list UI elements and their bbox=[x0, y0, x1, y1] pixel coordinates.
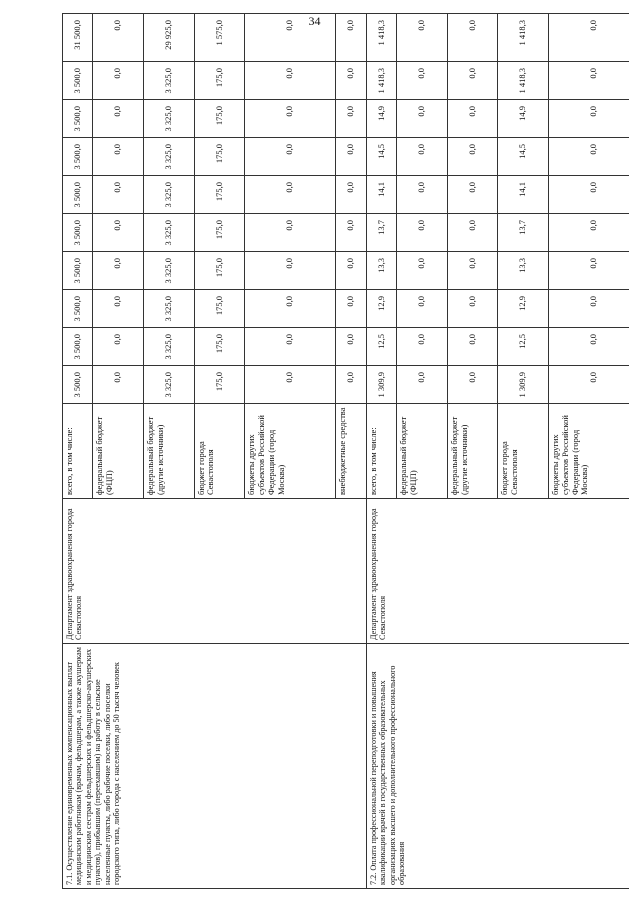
year-value-cell: 0,0 bbox=[548, 290, 629, 328]
year-value-cell: 0,0 bbox=[548, 62, 629, 100]
year-value-cell: 3 500,0 bbox=[63, 214, 93, 252]
year-value-cell: 0,0 bbox=[245, 176, 336, 214]
year-value-cell: 0,0 bbox=[397, 366, 448, 404]
year-value-cell: 3 500,0 bbox=[63, 290, 93, 328]
table-body bbox=[63, 14, 629, 889]
year-value-cell: 3 500,0 bbox=[63, 100, 93, 138]
year-value-cell: 0,0 bbox=[447, 176, 498, 214]
year-value-cell: 0,0 bbox=[336, 252, 366, 290]
year-value-cell: 0,0 bbox=[548, 100, 629, 138]
total-value-cell: 1 418,3 bbox=[366, 14, 396, 62]
total-value-cell: 31 500,0 bbox=[63, 14, 93, 62]
year-value-cell: 14,5 bbox=[498, 138, 549, 176]
year-value-cell: 175,0 bbox=[194, 252, 245, 290]
year-value-cell: 0,0 bbox=[397, 328, 448, 366]
year-value-cell: 0,0 bbox=[93, 328, 144, 366]
measure-cell: 7.2. Оплата профессиональной переподготовки и повышения квалификации врачей в государственных образовательных организациях высшего и дополнительного профессионального образования bbox=[366, 644, 629, 889]
year-value-cell: 12,9 bbox=[498, 290, 549, 328]
table-row bbox=[63, 14, 93, 889]
year-value-cell: 0,0 bbox=[548, 138, 629, 176]
year-value-cell: 0,0 bbox=[548, 252, 629, 290]
year-value-cell: 175,0 bbox=[194, 328, 245, 366]
year-value-cell: 1 309,9 bbox=[498, 366, 549, 404]
year-value-cell: 3 325,0 bbox=[144, 62, 195, 100]
year-value-cell: 0,0 bbox=[397, 214, 448, 252]
year-value-cell: 0,0 bbox=[447, 100, 498, 138]
year-value-cell: 0,0 bbox=[93, 62, 144, 100]
year-value-cell: 0,0 bbox=[336, 214, 366, 252]
funding-source-cell: бюджет города Севастополя bbox=[498, 404, 549, 499]
year-value-cell: 0,0 bbox=[397, 176, 448, 214]
measure-cell: 7.1. Осуществление единовременных компенсационных выплат медицинским работникам (врачам, фельдшерам, а также акушеркам и медицинским сестрам фельдшерских и фельдшерско-акушерских пунктов), прибывшим (переехавшим) на работу в сельские населенные пункты, либо рабочие поселки, либо поселки городского типа, либо города с населением до 50 тысяч человек bbox=[63, 644, 367, 889]
year-value-cell: 0,0 bbox=[397, 290, 448, 328]
funding-source-cell: федеральный бюджет (ФЦП) bbox=[93, 404, 144, 499]
year-value-cell: 175,0 bbox=[194, 100, 245, 138]
year-value-cell: 0,0 bbox=[447, 252, 498, 290]
year-value-cell: 0,0 bbox=[336, 290, 366, 328]
year-value-cell: 14,9 bbox=[498, 100, 549, 138]
year-value-cell: 3 325,0 bbox=[144, 100, 195, 138]
total-value-cell: 1 418,3 bbox=[498, 14, 549, 62]
year-value-cell: 3 500,0 bbox=[63, 62, 93, 100]
year-value-cell: 175,0 bbox=[194, 214, 245, 252]
funding-source-cell: бюджеты других субъектов Российской Федерации (город Москва) bbox=[548, 404, 629, 499]
year-value-cell: 0,0 bbox=[336, 366, 366, 404]
year-value-cell: 3 325,0 bbox=[144, 252, 195, 290]
funding-source-cell: федеральный бюджет (другие источники) bbox=[144, 404, 195, 499]
year-value-cell: 0,0 bbox=[245, 290, 336, 328]
year-value-cell: 3 325,0 bbox=[144, 214, 195, 252]
funding-source-cell: федеральный бюджет (другие источники) bbox=[447, 404, 498, 499]
year-value-cell: 3 325,0 bbox=[144, 366, 195, 404]
year-value-cell: 0,0 bbox=[93, 252, 144, 290]
table-row bbox=[366, 14, 396, 889]
funding-source-cell: федеральный бюджет (ФЦП) bbox=[397, 404, 448, 499]
year-value-cell: 0,0 bbox=[336, 100, 366, 138]
year-value-cell: 14,1 bbox=[498, 176, 549, 214]
year-value-cell: 0,0 bbox=[245, 214, 336, 252]
funding-source-cell: внебюджетные средства bbox=[336, 404, 366, 499]
year-value-cell: 175,0 bbox=[194, 176, 245, 214]
year-value-cell: 0,0 bbox=[447, 62, 498, 100]
year-value-cell: 13,3 bbox=[366, 252, 396, 290]
funding-source-cell: всего, в том числе: bbox=[366, 404, 396, 499]
year-value-cell: 0,0 bbox=[397, 100, 448, 138]
year-value-cell: 0,0 bbox=[245, 328, 336, 366]
year-value-cell: 175,0 bbox=[194, 62, 245, 100]
total-value-cell: 0,0 bbox=[336, 14, 366, 62]
year-value-cell: 0,0 bbox=[245, 62, 336, 100]
year-value-cell: 3 500,0 bbox=[63, 138, 93, 176]
year-value-cell: 0,0 bbox=[548, 328, 629, 366]
year-value-cell: 3 500,0 bbox=[63, 176, 93, 214]
year-value-cell: 13,7 bbox=[498, 214, 549, 252]
year-value-cell: 0,0 bbox=[447, 366, 498, 404]
year-value-cell: 0,0 bbox=[447, 290, 498, 328]
funding-source-cell: бюджет города Севастополя bbox=[194, 404, 245, 499]
year-value-cell: 0,0 bbox=[336, 328, 366, 366]
year-value-cell: 1 418,3 bbox=[366, 62, 396, 100]
year-value-cell: 0,0 bbox=[93, 176, 144, 214]
year-value-cell: 0,0 bbox=[548, 176, 629, 214]
year-value-cell: 0,0 bbox=[93, 138, 144, 176]
year-value-cell: 0,0 bbox=[245, 138, 336, 176]
year-value-cell: 0,0 bbox=[245, 366, 336, 404]
year-value-cell: 175,0 bbox=[194, 366, 245, 404]
year-value-cell: 0,0 bbox=[245, 100, 336, 138]
year-value-cell: 12,5 bbox=[498, 328, 549, 366]
year-value-cell: 13,3 bbox=[498, 252, 549, 290]
year-value-cell: 12,5 bbox=[366, 328, 396, 366]
year-value-cell: 3 500,0 bbox=[63, 366, 93, 404]
year-value-cell: 14,1 bbox=[366, 176, 396, 214]
year-value-cell: 3 325,0 bbox=[144, 138, 195, 176]
year-value-cell: 175,0 bbox=[194, 290, 245, 328]
year-value-cell: 14,5 bbox=[366, 138, 396, 176]
year-value-cell: 1 418,3 bbox=[498, 62, 549, 100]
year-value-cell: 0,0 bbox=[397, 62, 448, 100]
year-value-cell: 12,9 bbox=[366, 290, 396, 328]
funding-source-cell: бюджеты других субъектов Российской Федерации (город Москва) bbox=[245, 404, 336, 499]
funding-source-cell: всего, в том числе: bbox=[63, 404, 93, 499]
year-value-cell: 3 325,0 bbox=[144, 290, 195, 328]
year-value-cell: 0,0 bbox=[336, 138, 366, 176]
total-value-cell: 0,0 bbox=[245, 14, 336, 62]
total-value-cell: 0,0 bbox=[397, 14, 448, 62]
department-cell: Департамент здравоохранения города Севастополя bbox=[366, 499, 629, 644]
year-value-cell: 0,0 bbox=[447, 328, 498, 366]
year-value-cell: 3 325,0 bbox=[144, 176, 195, 214]
year-value-cell: 3 500,0 bbox=[63, 328, 93, 366]
year-value-cell: 0,0 bbox=[93, 100, 144, 138]
year-value-cell: 0,0 bbox=[397, 252, 448, 290]
budget-table bbox=[62, 13, 629, 889]
year-value-cell: 0,0 bbox=[93, 290, 144, 328]
year-value-cell: 14,9 bbox=[366, 100, 396, 138]
year-value-cell: 3 500,0 bbox=[63, 252, 93, 290]
total-value-cell: 0,0 bbox=[447, 14, 498, 62]
year-value-cell: 0,0 bbox=[93, 214, 144, 252]
year-value-cell: 0,0 bbox=[447, 214, 498, 252]
year-value-cell: 0,0 bbox=[245, 252, 336, 290]
year-value-cell: 175,0 bbox=[194, 138, 245, 176]
year-value-cell: 0,0 bbox=[397, 138, 448, 176]
year-value-cell: 13,7 bbox=[366, 214, 396, 252]
year-value-cell: 0,0 bbox=[447, 138, 498, 176]
department-cell: Департамент здравоохранения города Севастополя bbox=[63, 499, 367, 644]
year-value-cell: 0,0 bbox=[548, 366, 629, 404]
year-value-cell: 0,0 bbox=[336, 62, 366, 100]
total-value-cell: 0,0 bbox=[548, 14, 629, 62]
year-value-cell: 0,0 bbox=[336, 176, 366, 214]
total-value-cell: 1 575,0 bbox=[194, 14, 245, 62]
year-value-cell: 1 309,9 bbox=[366, 366, 396, 404]
year-value-cell: 3 325,0 bbox=[144, 328, 195, 366]
total-value-cell: 29 925,0 bbox=[144, 14, 195, 62]
year-value-cell: 0,0 bbox=[548, 214, 629, 252]
page-number: 34 bbox=[308, 14, 321, 28]
total-value-cell: 0,0 bbox=[93, 14, 144, 62]
year-value-cell: 0,0 bbox=[93, 366, 144, 404]
